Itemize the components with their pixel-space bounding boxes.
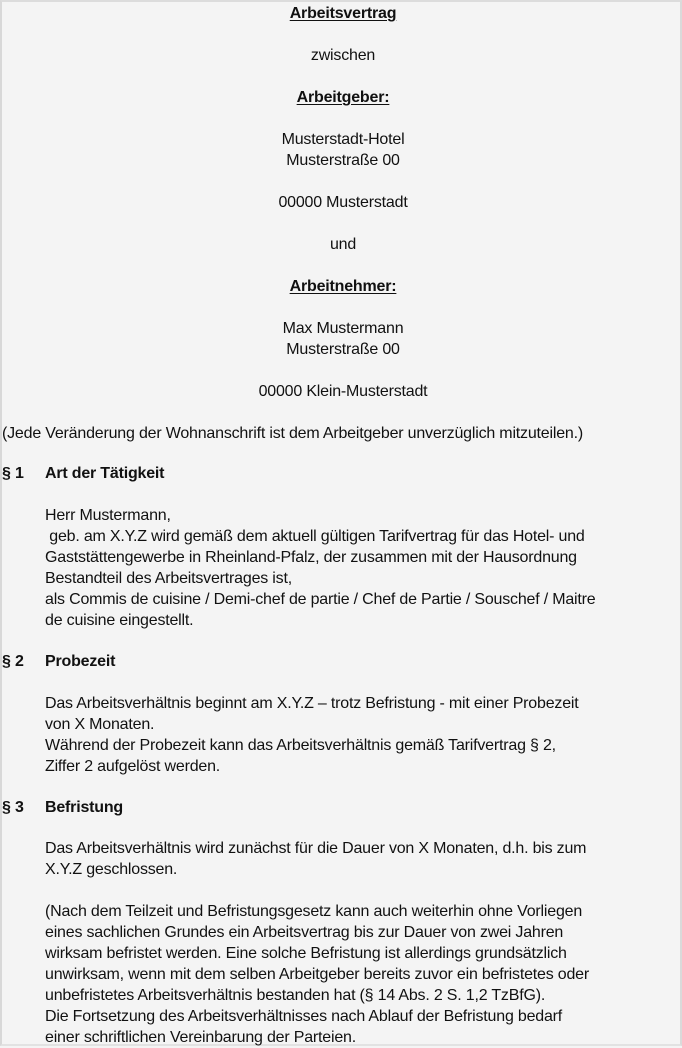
section-1-title: Art der Tätigkeit (45, 465, 165, 482)
address-change-note: (Jede Veränderung der Wohnanschrift ist dem Arbeitgeber unverzüglich mitzuteilen.) (2, 425, 583, 442)
employer-street: Musterstraße 00 (286, 152, 400, 169)
section-2-line: Das Arbeitsverhältnis beginnt am X.Y.Z – trotz Befristung - mit einer Probezeit (45, 695, 579, 712)
section-1-number: § 1 (2, 465, 24, 482)
section-3-number: § 3 (2, 799, 24, 816)
employee-street: Musterstraße 00 (286, 341, 400, 358)
section-2-line: Während der Probezeit kann das Arbeitsverhältnis gemäß Tarifvertrag § 2, (45, 737, 556, 754)
section-1-line: Gaststättengewerbe in Rheinland-Pfalz, der zusammen mit der Hausordnung (45, 549, 577, 566)
employer-name: Musterstadt-Hotel (281, 131, 405, 148)
and-label: und (329, 236, 357, 253)
section-2-title: Probezeit (45, 653, 116, 670)
employee-name: Max Mustermann (282, 320, 404, 337)
between-label: zwischen (310, 47, 376, 64)
section-3-note-line: unbefristetes Arbeitsverhältnis bestanden hat (§ 14 Abs. 2 S. 1,2 TzBfG). (45, 987, 546, 1004)
section-2-number: § 2 (2, 653, 24, 670)
section-3-note-line: wirksam befristet werden. Eine solche Befristung ist allerdings grundsätzlich (45, 945, 567, 962)
section-1-line: Herr Mustermann, (45, 507, 171, 524)
employer-city: 00000 Musterstadt (278, 194, 408, 211)
section-3-line: Das Arbeitsverhältnis wird zunächst für die Dauer von X Monaten, d.h. bis zum (45, 840, 587, 857)
document-title: Arbeitsvertrag (289, 5, 397, 22)
section-3-note-line: (Nach dem Teilzeit und Befristungsgesetz kann auch weiterhin ohne Vorliegen (45, 903, 583, 920)
employee-heading: Arbeitnehmer: (289, 278, 397, 295)
section-3-note-line: eines sachlichen Grundes ein Arbeitsvertrag bis zur Dauer von zwei Jahren (45, 924, 564, 941)
section-3-line: X.Y.Z geschlossen. (45, 861, 178, 878)
section-2-line: von X Monaten. (45, 716, 155, 733)
section-1-line: geb. am X.Y.Z wird gemäß dem aktuell gültigen Tarifvertrag für das Hotel- und (45, 528, 585, 545)
section-3-title: Befristung (45, 799, 124, 816)
section-3-note-line: unwirksam, wenn mit dem selben Arbeitgeber bereits zuvor ein befristetes oder (45, 966, 589, 983)
section-1-line: Bestandteil des Arbeitsvertrages ist, (45, 570, 292, 587)
employee-city: 00000 Klein-Musterstadt (258, 383, 428, 400)
section-1-line: als Commis de cuisine / Demi-chef de partie / Chef de Partie / Souschef / Maitre (45, 591, 596, 608)
section-2-line: Ziffer 2 aufgelöst werden. (45, 758, 221, 775)
section-3-note-line: einer schriftlichen Vereinbarung der Parteien. (45, 1029, 356, 1046)
employer-heading: Arbeitgeber: (296, 89, 390, 106)
section-3-note-line: Die Fortsetzung des Arbeitsverhältnisses nach Ablauf der Befristung bedarf (45, 1008, 563, 1025)
section-1-line: de cuisine eingestellt. (45, 612, 194, 629)
